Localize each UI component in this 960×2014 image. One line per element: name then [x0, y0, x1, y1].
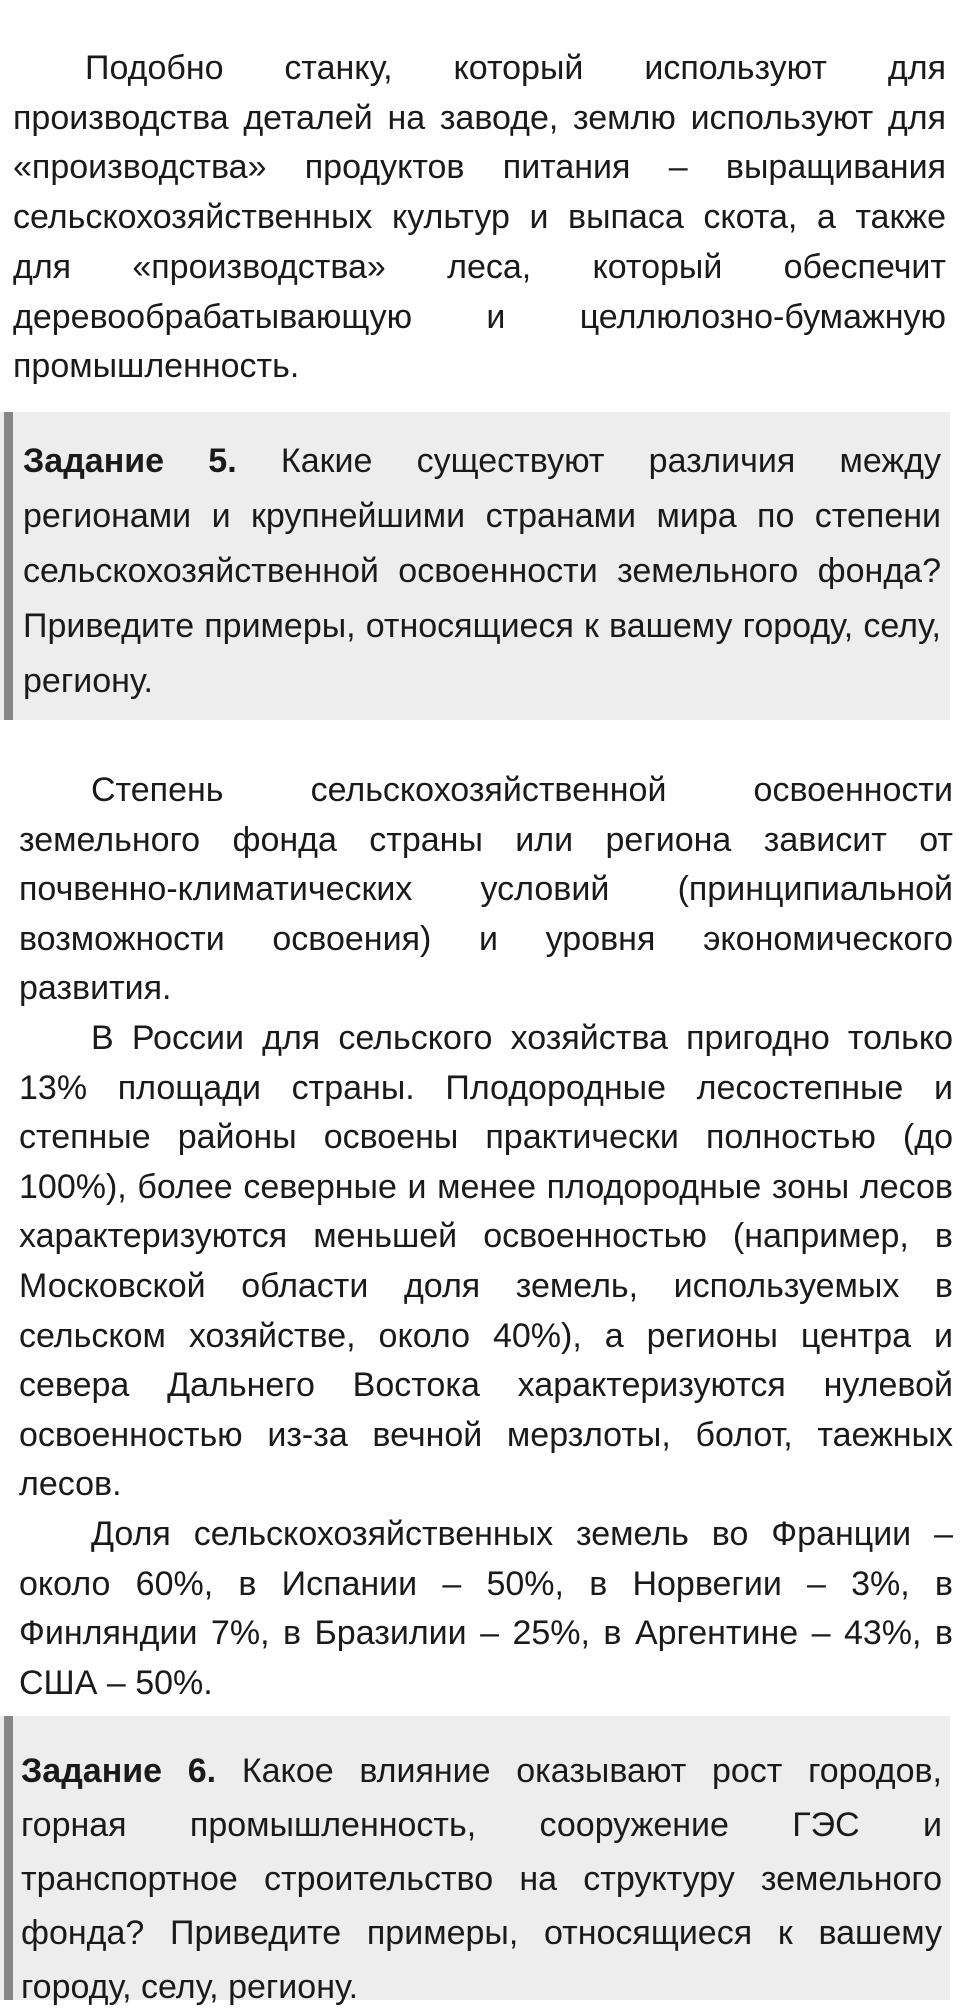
- answer-paragraph-2: В России для сельского хозяйства пригодно только 13% площади страны. Плодородные лесостепные и степные районы освоены практически полностью (до 100%), более северные и менее плодородные зоны лесов характеризуются меньшей освоенностью (например, в Московской области доля земель, используемых в сельском хозяйстве, около 40%), а регионы центра и севера Дальнего Востока характеризуются нулевой освоенностью из-за вечной мерзлоты, болот, таежных лесов.: [19, 1018, 953, 1504]
- task-5-accent-bar: [4, 412, 13, 720]
- task-5-label: Задание 5.: [23, 442, 237, 480]
- task-6-accent-bar: [4, 1716, 13, 2000]
- task-6-box: [0, 1716, 950, 2006]
- task-6-question: [21, 1744, 942, 2014]
- intro-paragraph: Подобно станку, который используют для производства деталей на заводе, землю используют для «производства» продуктов питания – выращивания сельскохозяйственных культур и выпаса скота, а также для «производства» леса, который обеспечит деревообрабатывающую и целлюлозно-бумажную промышленность.: [13, 49, 946, 386]
- answer-paragraph-1: Степень сельскохозяйственной освоенности земельного фонда страны или региона зависит от почвенно-климатических условий (принципиальной возможности освоения) и уровня экономического развития.: [19, 771, 953, 1008]
- task-5-question: [23, 434, 941, 709]
- task-5-question-text: Какие существуют различия между регионами и крупнейшими странами мира по степени сельскохозяйственной освоенности земельного фонда? Приведите примеры, относящиеся к вашему городу, селу, региону.: [23, 442, 941, 700]
- task-6-question-text: Какое влияние оказывают рост городов, горная промышленность, сооружение ГЭС и транспортное строительство на структуру земельного фонда? Приведите примеры, относящиеся к вашему городу, селу, региону.: [21, 1752, 942, 2006]
- answer-paragraph-3: Доля сельскохозяйственных земель во Франции – около 60%, в Испании – 50%, в Норвегии – 3%, в Финляндии 7%, в Бразилии – 25%, в Аргентине – 43%, в США – 50%.: [19, 1514, 953, 1702]
- task-6-label: Задание 6.: [21, 1752, 217, 1790]
- answer-section: [19, 766, 953, 1708]
- task-5-box: [0, 412, 950, 720]
- intro-section: [13, 44, 946, 392]
